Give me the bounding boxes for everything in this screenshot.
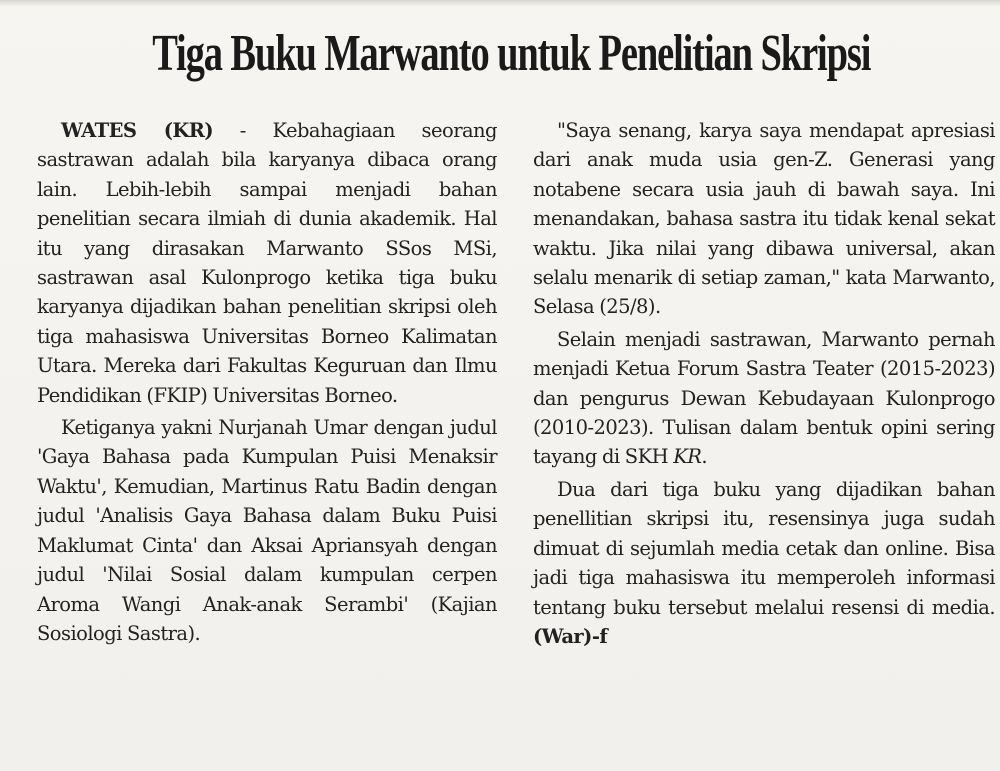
clipping-top-edge — [0, 0, 1000, 6]
paragraph-text: Dua dari tiga buku yang dijadikan bahan penellitian skripsi itu, resensinya juga sudah dimuat di sejumlah media cetak dan online. Bisa jadi tiga mahasiswa itu memperoleh informasi tentang buku tersebut melalui resensi di media. — [533, 477, 995, 619]
dateline: WATES (KR) — [61, 119, 214, 142]
paragraph — [533, 475, 995, 651]
paragraph — [533, 325, 995, 472]
paragraph: "Saya senang, karya saya mendapat apresiasi dari anak muda usia gen-Z. Generasi yang notabene secara usia jauh di bawah saya. Ini menandakan, bahasa sastra itu tidak kenal sekat waktu. Jika nilai yang dibawa universal, akan selalu menarik di setiap zaman," kata Marwanto, Selasa (25/8). — [533, 119, 995, 319]
paragraph-text: Selain menjadi sastrawan, Marwanto pernah menjadi Ketua Forum Sastra Teater (2015-2023) dan pengurus Dewan Kebudayaan Kulonprogo (2010-2023). Tulisan dalam bentuk opini sering tayang di SKH — [533, 327, 995, 469]
paragraph-text: - Kebahagiaan seorang sastrawan adalah bila karyanya dibaca orang lain. Lebih-lebih sampai menjadi bahan penelitian secara ilmiah di dunia akademik. Hal itu yang dirasakan Marwanto SSos MSi, sastrawan asal Kulonprogo ketika tiga buku karyanya dijadikan bahan penelitian skripsi oleh tiga mahasiswa Universitas Borneo Kalimatan Utara. Mereka dari Fakultas Keguruan dan Ilmu Pendidikan (FKIP) Universitas Borneo. — [37, 119, 497, 407]
paragraph: Ketiganya yakni Nurjanah Umar dengan judul 'Gaya Bahasa pada Kumpulan Puisi Menaksir Waktu', Kemudian, Martinus Ratu Badin dengan judul 'Analisis Gaya Bahasa dalam Buku Puisi Maklumat Cinta' dan Aksai Apriansyah dengan judul 'Nilai Sosial dalam kumpulan cerpen Aroma Wangi Anak-anak Serambi' (Kajian Sosiologi Sastra). — [37, 416, 497, 645]
left-column — [37, 116, 497, 651]
paragraph-end: . — [701, 445, 708, 469]
publication-abbrev: KR — [673, 445, 702, 469]
author-signoff: (War)-f — [533, 624, 608, 648]
paragraph — [37, 116, 497, 410]
right-column — [533, 116, 995, 654]
headline: Tiga Buku Marwanto untuk Penelitian Skripsi — [152, 25, 871, 82]
